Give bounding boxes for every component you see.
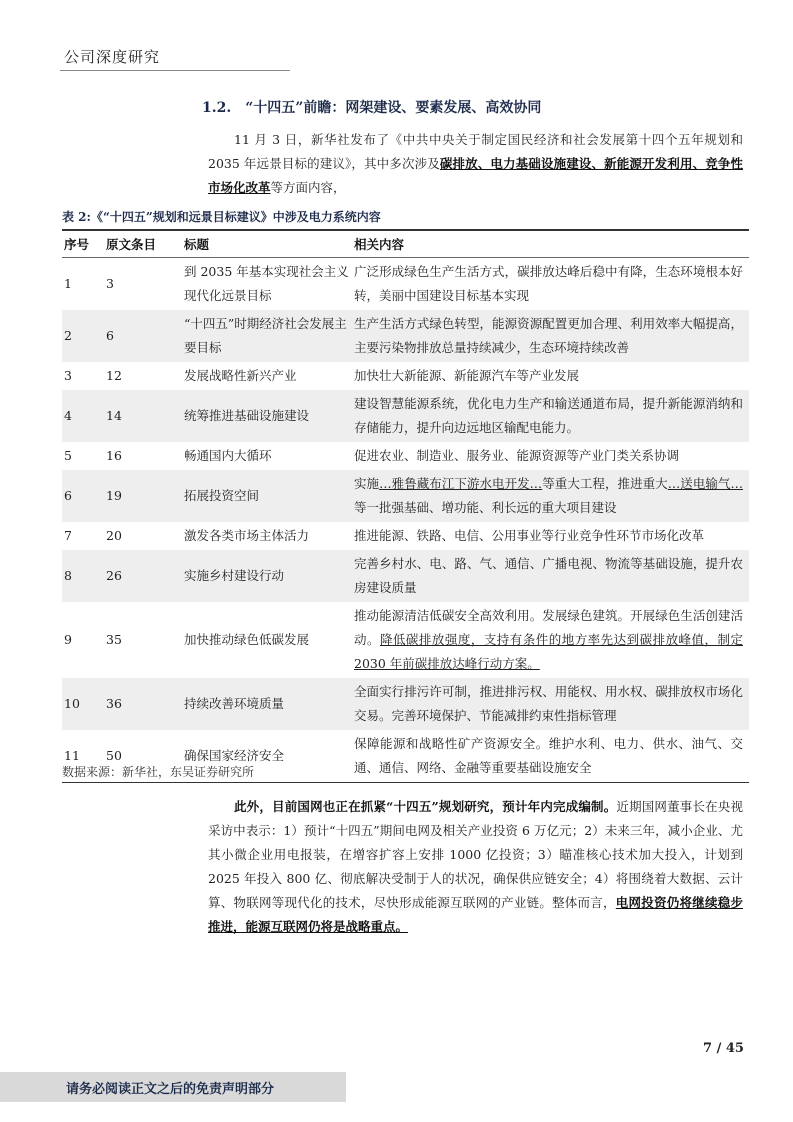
- page-number: 7 / 45: [703, 1041, 744, 1056]
- grid-investment-paragraph: [208, 795, 743, 939]
- cell-title: 确保国家经济安全: [182, 730, 352, 783]
- cell-content: 促进农业、制造业、服务业、能源资源等产业门类关系协调: [354, 447, 680, 463]
- table-row: [62, 362, 749, 390]
- cell-content: 广泛形成绿色生产生活方式，碳排放达峰后稳中有降，生态环境根本好转，美丽中国建设目标基本实现: [354, 263, 743, 303]
- cell-title: 持续改善环境质量: [182, 678, 352, 730]
- cell-title: 畅通国内大循环: [184, 447, 272, 463]
- header-title: 标题: [182, 230, 352, 257]
- cell-article: 14: [104, 390, 182, 442]
- cell-title: “十四五”时期经济社会发展主要目标: [182, 310, 352, 362]
- table-row: [62, 678, 749, 730]
- cell-content: 全面实行排污许可制，推进排污权、用能权、用水权、碳排放权市场化交易。完善环境保护、节能减排约束性指标管理: [352, 678, 749, 730]
- cell-no: 10: [62, 678, 104, 730]
- content-text: 等一批强基础、增功能、利长远的重大项目建设: [354, 499, 617, 515]
- cell-article: 35: [106, 631, 122, 647]
- intro-paragraph: [208, 128, 743, 200]
- cell-article: 16: [106, 447, 122, 463]
- header-article: 原文条目: [104, 230, 182, 257]
- cell-no: 5: [64, 447, 72, 463]
- cell-article: 12: [106, 367, 122, 383]
- cell-content: 保障能源和战略性矿产资源安全。维护水利、电力、供水、油气、交通、通信、网络、金融等重要基础设施安全: [352, 730, 749, 783]
- para2-conclusion: 电网投资仍将继续稳步推进，能源互联网仍将是战略重点。: [208, 895, 743, 934]
- cell-title: 到 2035 年基本实现社会主义现代化远景目标: [184, 263, 349, 303]
- policy-table: [62, 229, 749, 783]
- table-row: [62, 442, 749, 470]
- footer-disclaimer: 请务必阅读正文之后的免责声明部分: [66, 1082, 275, 1097]
- content-underlined: …雅鲁藏布江下游水电开发…: [379, 475, 543, 491]
- table-row: [62, 522, 749, 550]
- cell-content: 建设智慧能源系统，优化电力生产和输送通道布局，提升新能源消纳和存储能力，提升向边远地区输配电能力。: [352, 390, 749, 442]
- section-title: “十四五”前瞻：网架建设、要素发展、高效协同: [245, 100, 542, 116]
- table-row: [62, 257, 749, 310]
- cell-no: 4: [62, 390, 104, 442]
- cell-content: 加快壮大新能源、新能源汽车等产业发展: [354, 367, 580, 383]
- cell-no: 1: [64, 275, 72, 291]
- cell-article: 6: [104, 310, 182, 362]
- header-no: 序号: [62, 230, 104, 257]
- header-divider: [60, 70, 290, 71]
- cell-content: 生产生活方式绿色转型，能源资源配置更加合理、利用效率大幅提高，主要污染物排放总量持续减少，生态环境持续改善: [352, 310, 749, 362]
- cell-title: 加快推动绿色低碳发展: [184, 631, 310, 647]
- cell-content: [352, 470, 749, 522]
- content-underlined: …送电输气…: [667, 475, 743, 491]
- cell-no: 3: [64, 367, 72, 383]
- cell-no: 8: [62, 550, 104, 602]
- para2-body: 近期国网董事长在央视采访中表示：1）预计“十四五”期间电网及相关产业投资 6 万亿元；2）未来三年，减小企业、尤其小微企业用电报装，在增容扩容上安排 1000 亿投资；3）瞄准核心技术加大投入，计划到 2025 年投入 800 亿、彻底解决受制于人的状况，确保供应链安全；4）将围绕着大数据、云计算、物联网等现代化的技术，尽快形成能源互联网的产业链。整体而言，: [208, 799, 743, 910]
- cell-title: 拓展投资空间: [182, 470, 352, 522]
- cell-no: 11: [62, 730, 104, 783]
- section-heading: [202, 97, 541, 117]
- content-underlined: 降低碳排放强度，支持有条件的地方率先达到碳排放峰值，制定 2030 年前碳排放达峰行动方案。: [354, 631, 743, 671]
- header-content: 相关内容: [352, 230, 749, 257]
- cell-article: 3: [106, 275, 114, 291]
- table-caption: 表 2:《“十四五”规划和远景目标建议》中涉及电力系统内容: [62, 210, 381, 224]
- table-source: 数据来源：新华社，东吴证券研究所: [62, 765, 255, 779]
- cell-no: 9: [64, 631, 72, 647]
- table-row: [62, 390, 749, 442]
- cell-article: 19: [104, 470, 182, 522]
- intro-text-end: 等方面内容，: [270, 180, 346, 195]
- content-text: 实施: [354, 475, 380, 491]
- cell-article: 20: [106, 527, 122, 543]
- report-type-label: 公司深度研究: [64, 48, 161, 66]
- para2-lead: 此外，目前国网也正在抓紧“十四五”规划研究，预计年内完成编制。: [234, 799, 617, 814]
- table-header-row: [62, 230, 749, 257]
- cell-title: 发展战略性新兴产业: [184, 367, 297, 383]
- cell-no: 2: [62, 310, 104, 362]
- cell-title: 激发各类市场主体活力: [184, 527, 310, 543]
- cell-title: 统筹推进基础设施建设: [182, 390, 352, 442]
- content-text: 等重大工程，推进重大: [542, 475, 668, 491]
- table-row: [62, 470, 749, 522]
- cell-title: 实施乡村建设行动: [182, 550, 352, 602]
- table-row: [62, 310, 749, 362]
- cell-content: 推进能源、铁路、电信、公用事业等行业竞争性环节市场化改革: [354, 527, 705, 543]
- cell-article: 50: [104, 730, 182, 783]
- intro-emphasis: 碳排放、电力基础设施建设、新能源开发利用、竞争性市场化改革: [208, 156, 743, 195]
- content-text: 推动能源清洁低碳安全高效利用。发展绿色建筑。开展绿色生活创建活动。: [354, 607, 743, 647]
- cell-content: 完善乡村水、电、路、气、通信、广播电视、物流等基础设施，提升农房建设质量: [352, 550, 749, 602]
- cell-article: 36: [104, 678, 182, 730]
- table-row: [62, 602, 749, 678]
- cell-content: [352, 602, 749, 678]
- cell-no: 7: [64, 527, 72, 543]
- cell-article: 26: [104, 550, 182, 602]
- table-row: [62, 550, 749, 602]
- intro-text: 11 月 3 日，新华社发布了《中共中央关于制定国民经济和社会发展第十四个五年规划和 2035 年远景目标的建议》，其中多次涉及: [208, 132, 743, 171]
- cell-no: 6: [62, 470, 104, 522]
- section-number: 1.2.: [202, 100, 232, 116]
